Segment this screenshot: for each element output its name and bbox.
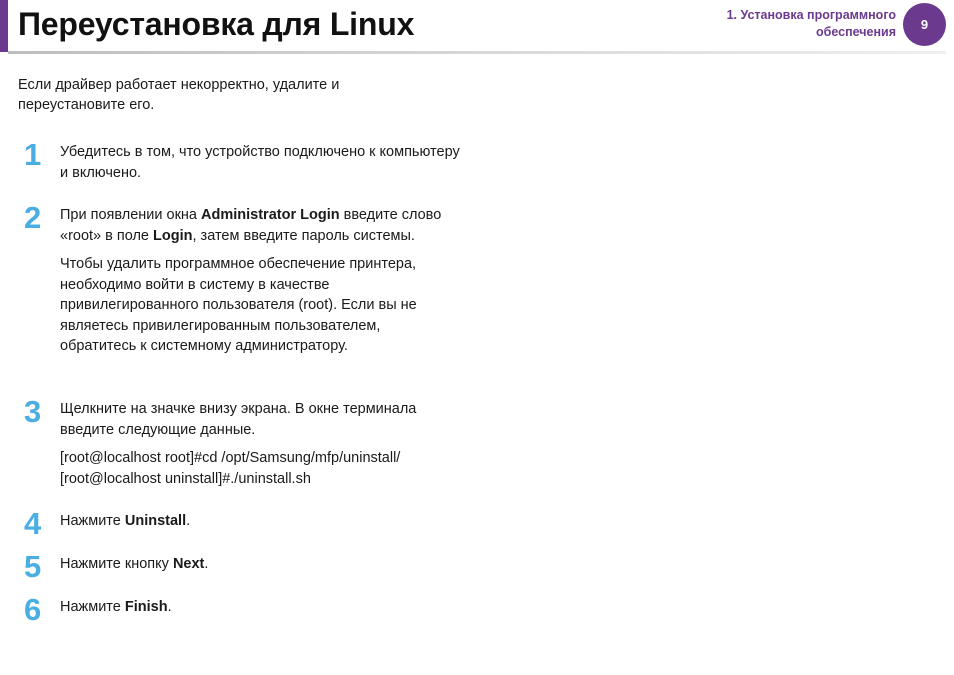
login-field-label: Login <box>153 227 193 244</box>
step-text-part: . <box>186 513 191 529</box>
step-number: 5 <box>24 549 42 584</box>
finish-button-label: Finish <box>124 599 168 615</box>
step-text-part: Нажмите <box>60 513 125 529</box>
step-text: Убедитесь в том, что устройство подключено к компьютеру и включено. <box>60 144 460 181</box>
page-number-badge: 9 <box>903 3 946 46</box>
uninstall-button-label: Uninstall <box>124 513 187 529</box>
step-text-part: введите слово «root» в поле <box>60 207 442 244</box>
step-body <box>60 554 460 583</box>
step-text-part: . <box>167 599 172 615</box>
header-divider <box>8 51 946 54</box>
step-body <box>60 142 460 191</box>
step-text-part: . <box>204 556 209 572</box>
step-number: 3 <box>24 394 42 429</box>
step-body <box>60 399 460 497</box>
step-text-part: Нажмите кнопку <box>60 556 173 572</box>
command-line-2: [root@localhost uninstall]#./uninstall.sh <box>60 470 311 487</box>
step-number: 4 <box>24 506 42 541</box>
step-number: 6 <box>24 592 42 627</box>
step-note: Чтобы удалить программное обеспечение принтера, необходимо войти в систему в качестве привилегированного пользователя (root). Если вы не являетесь привилегированным пользователем, обратитесь к системному администратору. <box>60 256 417 354</box>
header-accent-bar <box>0 0 8 52</box>
step-body <box>60 597 460 626</box>
next-button-label: Next <box>172 556 205 572</box>
step-text-part: Нажмите <box>60 599 125 615</box>
step-text <box>60 554 460 575</box>
intro-text: Если драйвер работает некорректно, удалите и переустановите его. <box>18 77 340 113</box>
chapter-link[interactable] <box>727 7 896 41</box>
chapter-title-line-1: 1. Установка программного <box>726 8 896 22</box>
administrator-login-label: Administrator Login <box>201 207 340 223</box>
step-text-part: , затем введите пароль системы. <box>192 227 415 244</box>
chapter-title-line-2: обеспечения <box>815 25 896 39</box>
step-text <box>60 597 460 618</box>
step-number: 1 <box>24 137 42 172</box>
step-text-part: При появлении окна <box>60 207 202 223</box>
step-number: 2 <box>24 200 42 235</box>
page-title: Переустановка для Linux <box>18 6 415 42</box>
step-text: Щелкните на значке внизу экрана. В окне терминала введите следующие данные. <box>60 401 417 438</box>
step-text <box>60 205 460 246</box>
step-text <box>60 511 460 532</box>
step-body <box>60 205 460 365</box>
terminal-commands <box>60 448 460 489</box>
command-line-1: [root@localhost root]#cd /opt/Samsung/mfp/uninstall/ <box>60 450 401 466</box>
step-body <box>60 511 460 540</box>
